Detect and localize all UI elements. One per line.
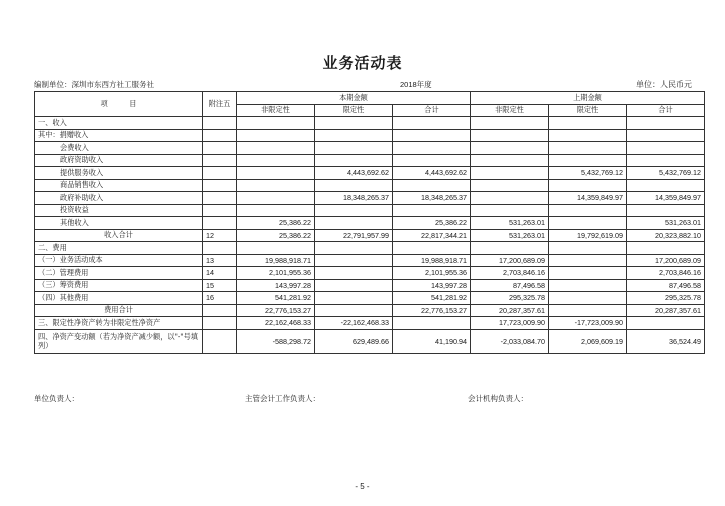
header-previous-restricted: 限定性 bbox=[549, 104, 627, 117]
amount-cell-p3 bbox=[627, 117, 705, 130]
amount-cell-p2: -17,723,009.90 bbox=[549, 317, 627, 330]
row-note bbox=[203, 167, 237, 180]
amount-cell-p3: 36,524.49 bbox=[627, 329, 705, 353]
amount-cell-p3: 17,200,689.09 bbox=[627, 254, 705, 267]
amount-cell-c1: -588,298.72 bbox=[237, 329, 315, 353]
row-note: 14 bbox=[203, 267, 237, 280]
amount-cell-p2 bbox=[549, 279, 627, 292]
report-year: 2018年度 bbox=[400, 80, 432, 89]
amount-cell-p2 bbox=[549, 267, 627, 280]
table-row bbox=[35, 217, 705, 230]
amount-cell-p3: 14,359,849.97 bbox=[627, 192, 705, 205]
row-note: 12 bbox=[203, 229, 237, 242]
amount-cell-c3: 25,386.22 bbox=[393, 217, 471, 230]
amount-cell-p2 bbox=[549, 217, 627, 230]
amount-cell-p2 bbox=[549, 179, 627, 192]
table-body bbox=[35, 117, 705, 354]
table-row bbox=[35, 304, 705, 317]
amount-cell-c1: 25,386.22 bbox=[237, 229, 315, 242]
header-current-unrestricted: 非限定性 bbox=[237, 104, 315, 117]
row-label: （一）业务活动成本 bbox=[35, 254, 203, 267]
table-row bbox=[35, 179, 705, 192]
amount-cell-c2 bbox=[315, 117, 393, 130]
amount-cell-p3 bbox=[627, 204, 705, 217]
amount-cell-p2: 2,069,609.19 bbox=[549, 329, 627, 353]
amount-cell-c1: 22,162,468.33 bbox=[237, 317, 315, 330]
table-row bbox=[35, 229, 705, 242]
amount-cell-p2 bbox=[549, 242, 627, 255]
row-note bbox=[203, 179, 237, 192]
amount-cell-p2 bbox=[549, 304, 627, 317]
amount-cell-p3 bbox=[627, 317, 705, 330]
amount-cell-c1 bbox=[237, 154, 315, 167]
amount-cell-p1: 17,200,689.09 bbox=[471, 254, 549, 267]
amount-cell-c2: 18,348,265.37 bbox=[315, 192, 393, 205]
amount-cell-c2 bbox=[315, 204, 393, 217]
table-row bbox=[35, 242, 705, 255]
amount-cell-p2: 19,792,619.09 bbox=[549, 229, 627, 242]
page-number: - 5 - bbox=[355, 482, 370, 491]
table-row bbox=[35, 167, 705, 180]
amount-cell-p3: 295,325.78 bbox=[627, 292, 705, 305]
table-row bbox=[35, 117, 705, 130]
amount-cell-p3 bbox=[627, 142, 705, 155]
amount-cell-c3 bbox=[393, 129, 471, 142]
header-previous-unrestricted: 非限定性 bbox=[471, 104, 549, 117]
header-note: 附注五 bbox=[203, 92, 237, 117]
amount-cell-c1 bbox=[237, 142, 315, 155]
row-label: （二）管理费用 bbox=[35, 267, 203, 280]
amount-cell-p3 bbox=[627, 179, 705, 192]
amount-cell-c1: 25,386.22 bbox=[237, 217, 315, 230]
header-item: 项 目 bbox=[35, 92, 203, 117]
row-note: 15 bbox=[203, 279, 237, 292]
header-previous: 上期金额 bbox=[471, 92, 705, 105]
amount-cell-c1: 541,281.92 bbox=[237, 292, 315, 305]
row-note bbox=[203, 142, 237, 155]
header-current: 本期金额 bbox=[237, 92, 471, 105]
amount-cell-c2 bbox=[315, 217, 393, 230]
row-note: 13 bbox=[203, 254, 237, 267]
amount-cell-c3 bbox=[393, 204, 471, 217]
amount-cell-c2 bbox=[315, 304, 393, 317]
amount-cell-c2 bbox=[315, 242, 393, 255]
amount-cell-p1 bbox=[471, 142, 549, 155]
amount-cell-c1 bbox=[237, 179, 315, 192]
amount-cell-c1: 19,988,918.71 bbox=[237, 254, 315, 267]
amount-cell-c3: 4,443,692.62 bbox=[393, 167, 471, 180]
amount-cell-p3: 2,703,846.16 bbox=[627, 267, 705, 280]
amount-cell-c2 bbox=[315, 129, 393, 142]
sign-unit-head: 单位负责人： bbox=[34, 394, 79, 403]
amount-cell-p1 bbox=[471, 129, 549, 142]
table-row bbox=[35, 329, 705, 353]
header-current-total: 合计 bbox=[393, 104, 471, 117]
activity-table bbox=[34, 91, 705, 354]
amount-cell-p2 bbox=[549, 117, 627, 130]
amount-cell-p2 bbox=[549, 254, 627, 267]
row-label: 费用合计 bbox=[35, 304, 203, 317]
table-row bbox=[35, 142, 705, 155]
row-label: 会费收入 bbox=[35, 142, 203, 155]
amount-cell-c2 bbox=[315, 179, 393, 192]
amount-cell-c2 bbox=[315, 292, 393, 305]
amount-cell-p2 bbox=[549, 142, 627, 155]
amount-cell-p1: 87,496.58 bbox=[471, 279, 549, 292]
row-label: 二、费用 bbox=[35, 242, 203, 255]
row-note bbox=[203, 304, 237, 317]
amount-cell-c3 bbox=[393, 142, 471, 155]
amount-cell-c3: 22,817,344.21 bbox=[393, 229, 471, 242]
amount-cell-p2 bbox=[549, 204, 627, 217]
amount-cell-p1 bbox=[471, 204, 549, 217]
amount-cell-c1: 143,997.28 bbox=[237, 279, 315, 292]
amount-cell-c2 bbox=[315, 267, 393, 280]
amount-cell-p3: 20,323,882.10 bbox=[627, 229, 705, 242]
row-note bbox=[203, 117, 237, 130]
row-note bbox=[203, 329, 237, 353]
amount-cell-c1 bbox=[237, 167, 315, 180]
row-label: 投资收益 bbox=[35, 204, 203, 217]
amount-cell-c1 bbox=[237, 242, 315, 255]
amount-cell-p1: 17,723,009.90 bbox=[471, 317, 549, 330]
amount-cell-c2 bbox=[315, 279, 393, 292]
amount-cell-p1 bbox=[471, 179, 549, 192]
amount-cell-c2 bbox=[315, 142, 393, 155]
row-label: （四）其他费用 bbox=[35, 292, 203, 305]
amount-cell-c3 bbox=[393, 117, 471, 130]
row-note bbox=[203, 242, 237, 255]
table-row bbox=[35, 317, 705, 330]
amount-cell-p2: 5,432,769.12 bbox=[549, 167, 627, 180]
amount-cell-p3 bbox=[627, 129, 705, 142]
amount-cell-c3: 19,988,918.71 bbox=[393, 254, 471, 267]
amount-cell-c3 bbox=[393, 179, 471, 192]
amount-cell-p3: 87,496.58 bbox=[627, 279, 705, 292]
amount-cell-c1 bbox=[237, 117, 315, 130]
row-label: 收入合计 bbox=[35, 229, 203, 242]
amount-cell-p3: 20,287,357.61 bbox=[627, 304, 705, 317]
amount-cell-c2: 4,443,692.62 bbox=[315, 167, 393, 180]
amount-cell-p2: 14,359,849.97 bbox=[549, 192, 627, 205]
amount-cell-p1 bbox=[471, 117, 549, 130]
row-note: 16 bbox=[203, 292, 237, 305]
currency-unit: 单位：人民币元 bbox=[636, 80, 692, 89]
report-title: 业务活动表 bbox=[322, 54, 403, 72]
row-note bbox=[203, 129, 237, 142]
amount-cell-c3: 541,281.92 bbox=[393, 292, 471, 305]
table-row bbox=[35, 154, 705, 167]
row-label: 其他收入 bbox=[35, 217, 203, 230]
table-row bbox=[35, 267, 705, 280]
amount-cell-c3: 41,190.94 bbox=[393, 329, 471, 353]
amount-cell-p1 bbox=[471, 192, 549, 205]
row-label: 政府资助收入 bbox=[35, 154, 203, 167]
amount-cell-p3 bbox=[627, 242, 705, 255]
row-note bbox=[203, 192, 237, 205]
row-label: 四、净资产变动额（若为净资产减少额，以"-"号填列） bbox=[35, 329, 203, 353]
row-label: 其中：捐赠收入 bbox=[35, 129, 203, 142]
sign-accounting-office-head: 会计机构负责人： bbox=[468, 394, 528, 403]
amount-cell-c2: -22,162,468.33 bbox=[315, 317, 393, 330]
amount-cell-p1 bbox=[471, 154, 549, 167]
amount-cell-p1: 531,263.01 bbox=[471, 229, 549, 242]
amount-cell-c1: 2,101,955.36 bbox=[237, 267, 315, 280]
row-note bbox=[203, 154, 237, 167]
row-label: 商品销售收入 bbox=[35, 179, 203, 192]
row-label: 提供服务收入 bbox=[35, 167, 203, 180]
amount-cell-c3 bbox=[393, 317, 471, 330]
table-row bbox=[35, 129, 705, 142]
amount-cell-p2 bbox=[549, 154, 627, 167]
row-note bbox=[203, 317, 237, 330]
amount-cell-p3 bbox=[627, 154, 705, 167]
amount-cell-c3: 18,348,265.37 bbox=[393, 192, 471, 205]
amount-cell-c2: 22,791,957.99 bbox=[315, 229, 393, 242]
header-current-restricted: 限定性 bbox=[315, 104, 393, 117]
amount-cell-p1: 531,263.01 bbox=[471, 217, 549, 230]
amount-cell-c3: 22,776,153.27 bbox=[393, 304, 471, 317]
amount-cell-c3: 2,101,955.36 bbox=[393, 267, 471, 280]
amount-cell-c3 bbox=[393, 242, 471, 255]
row-note bbox=[203, 217, 237, 230]
row-label: 政府补助收入 bbox=[35, 192, 203, 205]
amount-cell-c1 bbox=[237, 204, 315, 217]
amount-cell-c3 bbox=[393, 154, 471, 167]
amount-cell-p2 bbox=[549, 292, 627, 305]
row-label: （三）筹资费用 bbox=[35, 279, 203, 292]
amount-cell-c2 bbox=[315, 154, 393, 167]
row-label: 三、限定性净资产转为非限定性净资产 bbox=[35, 317, 203, 330]
amount-cell-p1: -2,033,084.70 bbox=[471, 329, 549, 353]
amount-cell-p1: 2,703,846.16 bbox=[471, 267, 549, 280]
amount-cell-p3: 531,263.01 bbox=[627, 217, 705, 230]
amount-cell-c3: 143,997.28 bbox=[393, 279, 471, 292]
table-row bbox=[35, 279, 705, 292]
amount-cell-p3: 5,432,769.12 bbox=[627, 167, 705, 180]
amount-cell-p2 bbox=[549, 129, 627, 142]
row-label: 一、收入 bbox=[35, 117, 203, 130]
table-row bbox=[35, 254, 705, 267]
header-previous-total: 合计 bbox=[627, 104, 705, 117]
amount-cell-c1: 22,776,153.27 bbox=[237, 304, 315, 317]
preparer-unit: 编制单位：深圳市东西方社工服务社 bbox=[34, 80, 154, 89]
amount-cell-c1 bbox=[237, 192, 315, 205]
amount-cell-p1 bbox=[471, 242, 549, 255]
row-note bbox=[203, 204, 237, 217]
table-row bbox=[35, 292, 705, 305]
table-row bbox=[35, 204, 705, 217]
amount-cell-p1 bbox=[471, 167, 549, 180]
amount-cell-c1 bbox=[237, 129, 315, 142]
amount-cell-p1: 20,287,357.61 bbox=[471, 304, 549, 317]
table-row bbox=[35, 192, 705, 205]
sign-accounting-head: 主管会计工作负责人： bbox=[245, 394, 320, 403]
amount-cell-c2: 629,489.66 bbox=[315, 329, 393, 353]
amount-cell-c2 bbox=[315, 254, 393, 267]
amount-cell-p1: 295,325.78 bbox=[471, 292, 549, 305]
